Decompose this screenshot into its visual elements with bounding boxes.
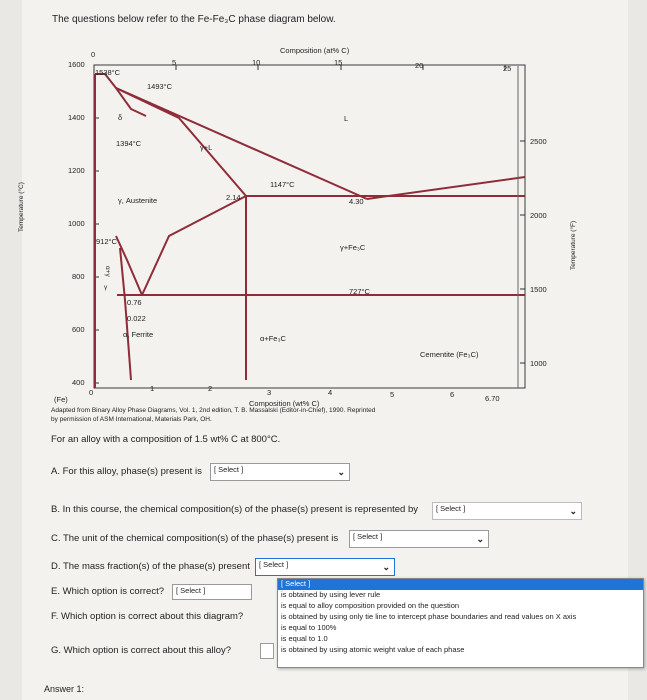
label-1147: 1147°C: [270, 180, 295, 189]
label-0-76: 0.76: [127, 298, 142, 307]
top-tick-marks: [94, 65, 505, 70]
question-sheet: [18, 0, 628, 700]
label-0-022: 0.022: [127, 314, 146, 323]
select-a[interactable]: [210, 463, 350, 481]
label-gamma-l: γ+L: [200, 143, 213, 152]
top-axis-title: Composition (at% C): [280, 46, 350, 55]
label-1538: 1538°C: [95, 68, 121, 77]
delta-region-boundary: [95, 74, 146, 116]
select-c[interactable]: [349, 530, 489, 548]
label-4-30: 4.30: [349, 197, 364, 206]
label-liquid: L: [344, 114, 349, 123]
bottom-tick-3: 3: [267, 388, 272, 397]
label-cementite: Cementite (Fe₃C): [420, 350, 479, 359]
label-delta: δ: [118, 113, 123, 122]
select-g[interactable]: [260, 643, 274, 659]
label-alpha-fe3c: α+Fe₃C: [260, 334, 286, 343]
option-tie-line[interactable]: is obtained by using only tie line to intercept phase boundaries and read values on X axis: [281, 612, 577, 621]
chevron-down-icon: ⌄: [569, 506, 577, 516]
select-d[interactable]: [255, 558, 395, 576]
label-ferrite: α, Ferrite: [123, 330, 154, 339]
chevron-down-icon: ⌄: [476, 534, 484, 544]
select-b-label: [ Select ]: [436, 504, 466, 513]
chevron-down-icon: ⌄: [382, 562, 390, 572]
question-g: G. Which option is correct about this alloy?: [51, 645, 232, 656]
option-equal-100-percent[interactable]: is equal to 100%: [281, 623, 337, 632]
bottom-tick-6: 6: [450, 390, 455, 399]
citation-line-1: Adapted from Binary Alloy Phase Diagrams, Vol. 1, 2nd edition, T. B. Massalski (Editor-in-Chief), 1990. Reprinted: [51, 407, 376, 414]
right-tick-2500: 2500: [530, 137, 547, 146]
bottom-axis-title: Composition (wt% C): [249, 399, 320, 408]
question-e: E. Which option is correct?: [51, 586, 164, 597]
select-d-label: [ Select ]: [259, 560, 289, 569]
y-right-label: Temperature (°F): [570, 220, 577, 270]
left-tick-600: 600: [72, 325, 85, 334]
label-912: 912°C: [96, 237, 117, 246]
dropdown-list: [277, 578, 644, 668]
label-1493: 1493°C: [147, 82, 173, 91]
option-lever-rule[interactable]: is obtained by using lever rule: [281, 590, 381, 599]
answer-label: Answer 1:: [44, 684, 85, 694]
right-tick-marks: [520, 141, 525, 363]
left-tick-1200: 1200: [68, 166, 85, 175]
top-tick-10: 10: [252, 58, 261, 67]
label-alpha-gamma: α+γ: [104, 266, 111, 277]
left-tick-400: 400: [72, 378, 85, 387]
right-tick-2000: 2000: [530, 211, 547, 220]
top-tick-15: 15: [334, 58, 343, 67]
y-left-label: Temperature (°C): [18, 182, 25, 232]
left-tick-800: 800: [72, 272, 85, 281]
label-727: 727°C: [349, 287, 370, 296]
right-tick-1000: 1000: [530, 359, 547, 368]
diagram-frame: [94, 65, 525, 388]
a3-line: [116, 236, 142, 295]
fe-label: (Fe): [54, 395, 68, 404]
bottom-tick-2: 2: [208, 384, 213, 393]
label-2-14: 2.14: [226, 193, 241, 202]
select-e-label: [ Select ]: [176, 586, 206, 595]
bottom-tick-0: 0: [89, 388, 94, 397]
option-equal-alloy-composition[interactable]: is equal to alloy composition provided on the question: [281, 601, 460, 610]
question-d: D. The mass fraction(s) of the phase(s) present: [51, 561, 250, 572]
left-tick-1600: 1600: [68, 60, 85, 69]
question-f: F. Which option is correct about this diagram?: [51, 611, 244, 622]
option-select[interactable]: [ Select ]: [278, 579, 643, 590]
question-c: C. The unit of the chemical composition(s) of the phase(s) present is: [51, 533, 339, 544]
left-tick-1400: 1400: [68, 113, 85, 122]
right-tick-1500: 1500: [530, 285, 547, 294]
select-b[interactable]: [432, 502, 582, 520]
alloy-statement: For an alloy with a composition of 1.5 wt% C at 800°C.: [51, 434, 281, 445]
intro-text: The questions below refer to the Fe-Fe₃C phase diagram below.: [52, 14, 336, 25]
select-a-label: [ Select ]: [214, 465, 244, 474]
bottom-tick-4: 4: [328, 388, 333, 397]
left-tick-1000: 1000: [68, 219, 85, 228]
question-b: B. In this course, the chemical composition(s) of the phase(s) present is represented by: [51, 504, 418, 515]
liquidus-left: [116, 88, 367, 199]
option-atomic-weight[interactable]: is obtained by using atomic weight value of each phase: [281, 645, 465, 654]
top-tick-5: 5: [172, 58, 177, 67]
label-small-gamma: γ: [104, 284, 108, 291]
citation-line-2: by permission of ASM International, Materials Park, OH.: [51, 416, 212, 423]
top-tick-20: 20: [415, 61, 424, 70]
bottom-tick-6-70: 6.70: [485, 394, 500, 403]
chevron-down-icon: ⌄: [337, 467, 345, 477]
bottom-tick-5: 5: [390, 390, 395, 399]
option-equal-1-0[interactable]: is equal to 1.0: [281, 634, 328, 643]
select-e[interactable]: [172, 584, 252, 600]
top-tick-25: 25: [503, 64, 512, 73]
label-gamma-fe3c: γ+Fe₃C: [340, 243, 366, 252]
select-c-label: [ Select ]: [353, 532, 383, 541]
acm-line: [142, 196, 246, 295]
question-a: A. For this alloy, phase(s) present is: [51, 466, 202, 477]
label-austenite: γ, Austenite: [118, 196, 158, 205]
label-1394: 1394°C: [116, 139, 142, 148]
bottom-tick-1: 1: [150, 384, 155, 393]
top-tick-0: 0: [91, 50, 96, 59]
